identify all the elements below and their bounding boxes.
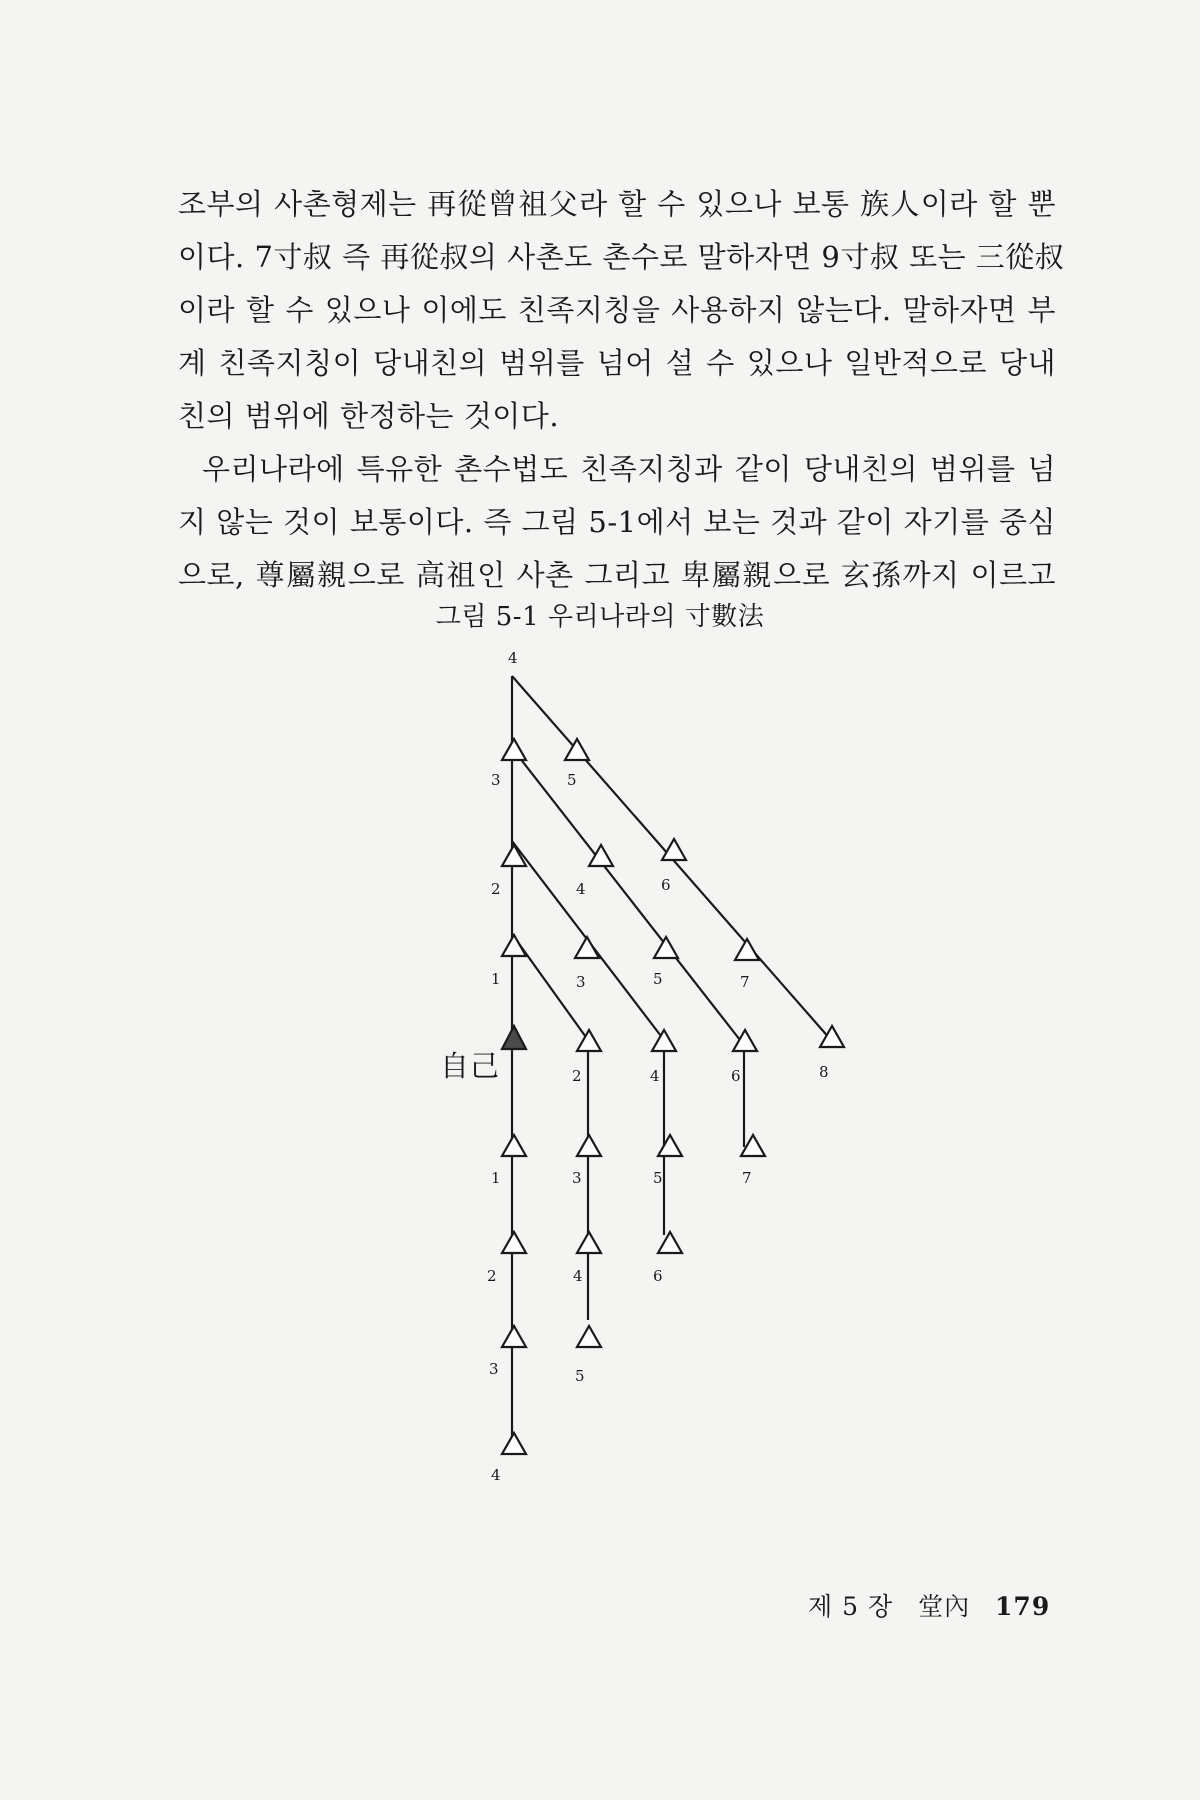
degree-label: 6 xyxy=(731,1067,741,1085)
kin-node xyxy=(502,1135,526,1156)
text-line: 지 않는 것이 보통이다. 즉 그림 5-1에서 보는 것과 같이 자기를 중심 xyxy=(178,505,1056,539)
degree-label: 4 xyxy=(650,1067,660,1085)
degree-label: 4 xyxy=(491,1466,501,1484)
text-line: 친의 범위에 한정하는 것이다. xyxy=(178,399,560,433)
degree-label: 8 xyxy=(819,1063,829,1081)
degree-label: 6 xyxy=(653,1267,663,1285)
degree-label: 5 xyxy=(575,1367,585,1385)
kin-line xyxy=(512,748,740,1040)
page-number: 179 xyxy=(995,1592,1051,1621)
kin-node xyxy=(662,839,686,860)
kin-node xyxy=(577,1232,601,1253)
kin-node xyxy=(502,1433,526,1454)
degree-label: 2 xyxy=(572,1067,582,1085)
ego-node xyxy=(502,1026,526,1049)
degree-label: 4 xyxy=(573,1267,583,1285)
degree-label: 2 xyxy=(491,880,501,898)
degree-label: 4 xyxy=(576,880,586,898)
page-footer xyxy=(808,1587,1050,1623)
kin-node xyxy=(589,845,613,866)
degree-label: 5 xyxy=(567,771,577,789)
degree-label: 7 xyxy=(742,1169,752,1187)
kin-node xyxy=(502,1326,526,1347)
ego-label: 自己 xyxy=(440,1049,501,1083)
degree-label: 5 xyxy=(653,970,663,988)
kin-node xyxy=(502,1232,526,1253)
kin-node xyxy=(575,937,599,958)
section-label: 堂內 xyxy=(918,1592,971,1621)
chapter-label: 제 5 장 xyxy=(808,1592,894,1621)
text-line: 우리나라에 특유한 촌수법도 친족지칭과 같이 당내친의 범위를 넘 xyxy=(178,452,1056,486)
degree-label: 6 xyxy=(661,876,671,894)
text-line: 계 친족지칭이 당내친의 범위를 넘어 설 수 있으나 일반적으로 당내 xyxy=(178,346,1056,380)
kin-node xyxy=(652,1030,676,1051)
degree-label: 1 xyxy=(491,970,501,988)
kin-node xyxy=(820,1026,844,1047)
degree-label: 3 xyxy=(572,1169,582,1187)
kin-node xyxy=(577,1030,601,1051)
kin-node xyxy=(735,939,759,960)
degree-label: 5 xyxy=(653,1169,663,1187)
degree-label: 3 xyxy=(491,771,501,789)
degree-label: 2 xyxy=(487,1267,497,1285)
degree-label: 3 xyxy=(489,1360,499,1378)
text-line: 으로, 尊屬親으로 高祖인 사촌 그리고 卑屬親으로 玄孫까지 이르고 xyxy=(178,558,1056,592)
figure-caption: 그림 5-1 우리나라의 寸數法 xyxy=(435,602,765,632)
kin-node xyxy=(658,1135,682,1156)
degree-label: 1 xyxy=(491,1169,501,1187)
kin-node xyxy=(502,935,526,956)
kin-node xyxy=(577,1326,601,1347)
degree-label: 3 xyxy=(576,973,586,991)
kin-node xyxy=(502,739,526,760)
text-line: 조부의 사촌형제는 再從曾祖父라 할 수 있으나 보통 族人이라 할 뿐 xyxy=(178,187,1056,221)
text-line: 이라 할 수 있으나 이에도 친족지칭을 사용하지 않는다. 말하자면 부 xyxy=(178,293,1056,327)
degree-label: 4 xyxy=(508,649,518,667)
text-line: 이다. 7寸叔 즉 再從叔의 사촌도 촌수로 말하자면 9寸叔 또는 三從叔 xyxy=(178,240,1065,274)
kin-node xyxy=(733,1030,757,1051)
degree-label: 7 xyxy=(740,973,750,991)
kin-node xyxy=(654,937,678,958)
kin-node xyxy=(658,1232,682,1253)
kin-node xyxy=(577,1135,601,1156)
